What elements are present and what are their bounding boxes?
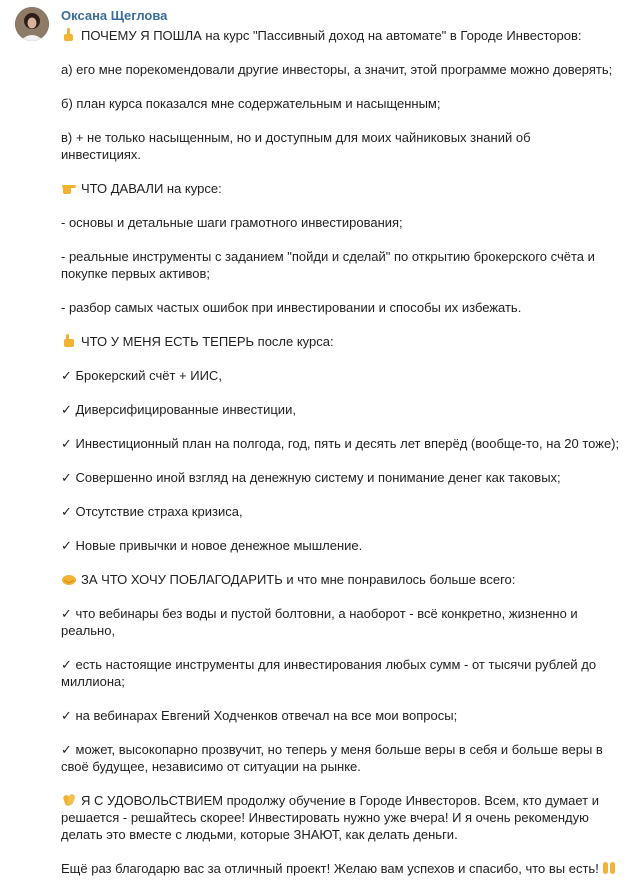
paragraph-18-line-2: миллиона; [61,674,125,689]
paragraph-17-line-2: реально, [61,623,116,638]
paragraph-4-line-2: инвестициях. [61,147,142,162]
paragraph-20-line-2: своё будущее, независимо от ситуации на рынке. [61,759,361,774]
paragraph-8: - разбор самых частых ошибок при инвестировании и способы их избежать. [61,300,522,315]
paragraph-10: ✓ Брокерский счёт + ИИС, [61,368,222,383]
paragraph-17-line-1: ✓ что вебинары без воды и пустой болтовни, а наоборот - всё конкретно, жизненно и [61,606,578,621]
paragraph-12: ✓ Инвестиционный план на полгода, год, пять и десять лет вперёд (вообще-то, на 20 тоже); [61,436,620,451]
paragraph-4-line-1: в) + не только насыщенным, но и доступным для моих чайниковых знаний об [61,130,531,145]
handshake-icon [61,571,77,587]
paragraph-1: ПОЧЕМУ Я ПОШЛА на курс "Пассивный доход на автомате" в Городе Инвесторов: [81,28,582,43]
post-text [61,27,629,877]
paragraph-18-line-1: ✓ есть настоящие инструменты для инвестирования любых сумм - от тысячи рублей до [61,657,597,672]
paragraph-5: ЧТО ДАВАЛИ на курсе: [81,181,222,196]
paragraph-20-line-1: ✓ может, высокопарно прозвучит, но теперь у меня больше веры в себя и больше веры в [61,742,603,757]
paragraph-19: ✓ на вебинарах Евгений Ходченков отвечал на все мои вопросы; [61,708,458,723]
pointing-up-icon [61,27,77,43]
paragraph-11: ✓ Диверсифицированные инвестиции, [61,402,296,417]
paragraph-6: - основы и детальные шаги грамотного инвестирования; [61,215,403,230]
paragraph-22: Ещё раз благодарю вас за отличный проект! Желаю вам успехов и спасибо, что вы есть! [61,861,599,876]
clapping-hands-icon [61,792,77,808]
thumbs-up-icon [61,333,77,349]
pointing-right-icon [61,180,77,196]
author-name[interactable]: Оксана Щеглова [61,8,168,23]
raising-hands-icon [601,860,617,876]
paragraph-13: ✓ Совершенно иной взгляд на денежную систему и понимание денег как таковых; [61,470,561,485]
paragraph-15: ✓ Новые привычки и новое денежное мышление. [61,538,363,553]
paragraph-3: б) план курса показался мне содержательным и насыщенным; [61,96,441,111]
paragraph-7-line-1: - реальные инструменты с заданием "пойди и сделай" по открытию брокерского счёта и [61,249,595,264]
paragraph-16: ЗА ЧТО ХОЧУ ПОБЛАГОДАРИТЬ и что мне понравилось больше всего: [81,572,516,587]
paragraph-9: ЧТО У МЕНЯ ЕСТЬ ТЕПЕРЬ после курса: [81,334,334,349]
paragraph-21-line-2: решается - решайтесь скорее! Инвестировать нужно уже вчера! И я очень рекомендую [61,810,589,825]
paragraph-21-line-1: Я С УДОВОЛЬСТВИЕМ продолжу обучение в Городе Инвесторов. Всем, кто думает и [81,793,599,808]
paragraph-21-line-3: делать это вместе с людьми, которые ЗНАЮТ, как делать деньги. [61,827,458,842]
paragraph-14: ✓ Отсутствие страха кризиса, [61,504,243,519]
paragraph-2: а) его мне порекомендовали другие инвесторы, а значит, этой программе можно доверять; [61,62,613,77]
paragraph-7-line-2: покупке первых активов; [61,266,210,281]
avatar[interactable] [15,7,49,41]
